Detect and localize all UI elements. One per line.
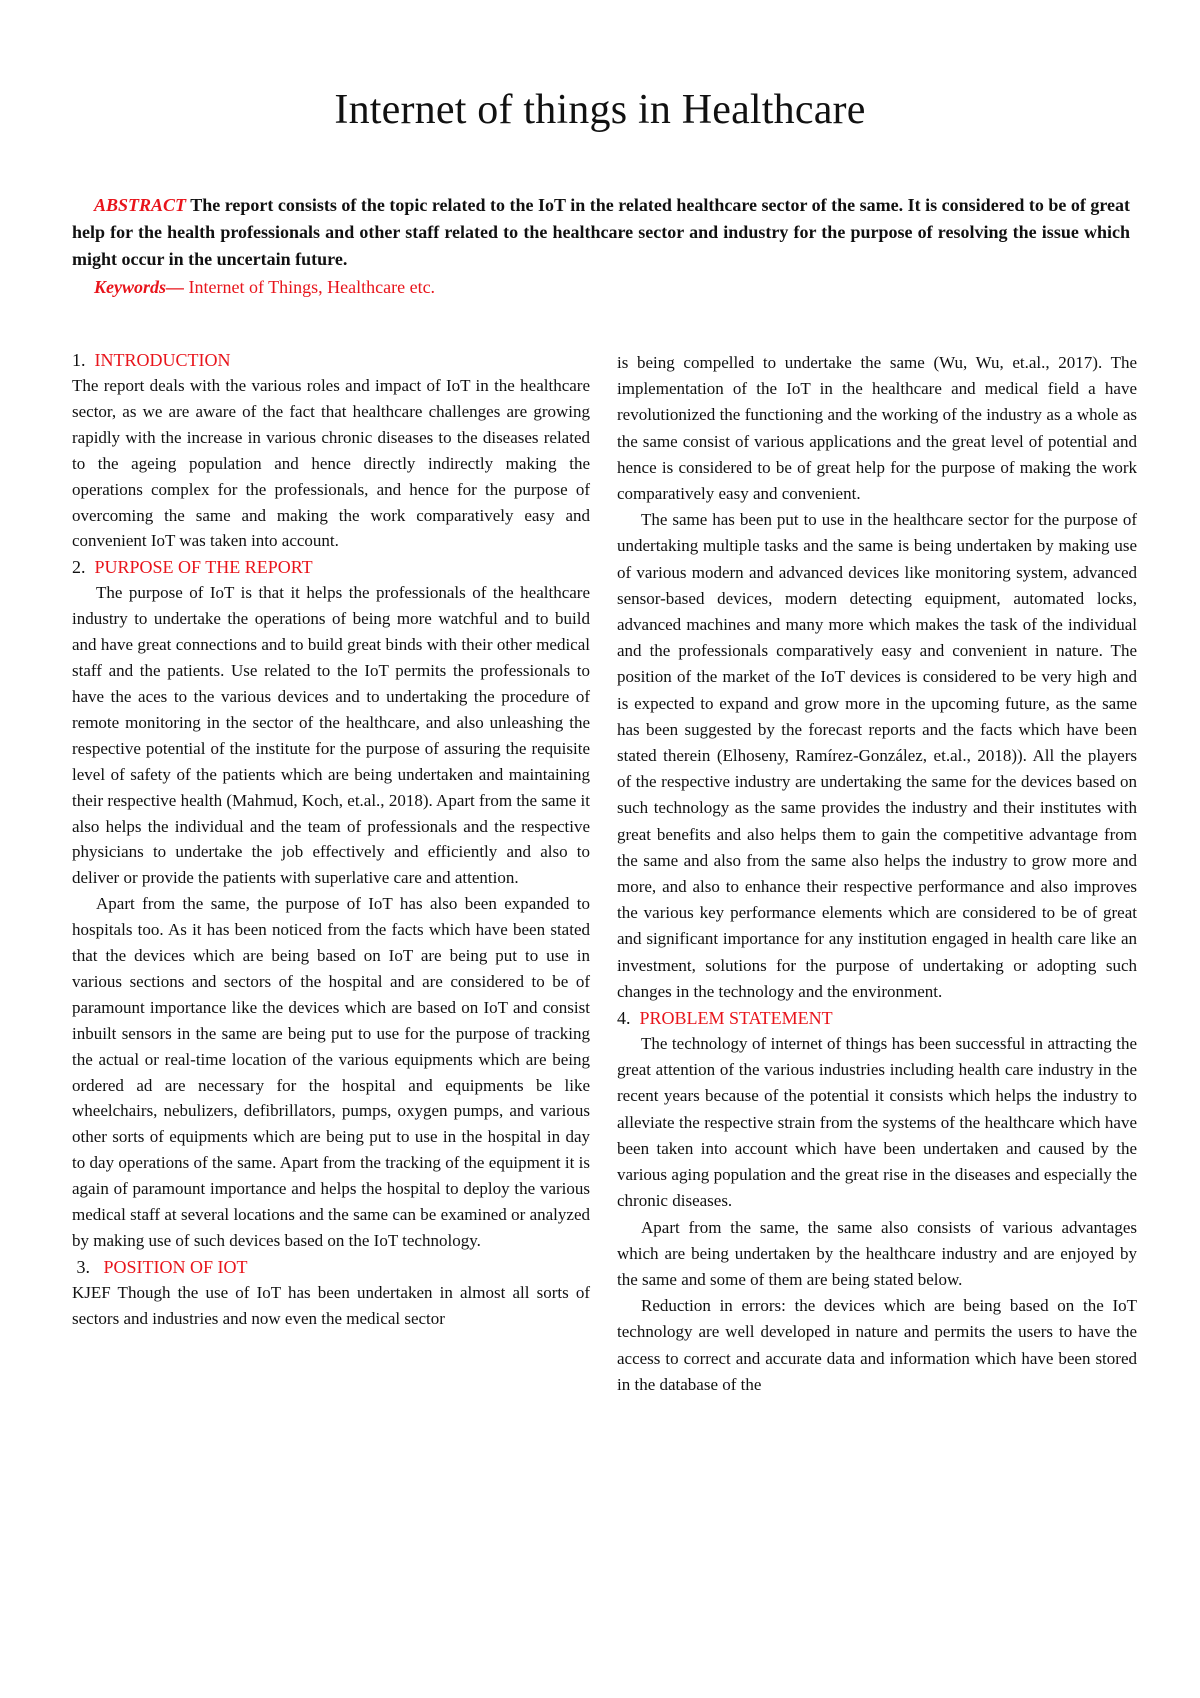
section-title: POSITION OF IOT [103,1256,248,1277]
paragraph: The report deals with the various roles and impact of IoT in the healthcare sector, as we are aware of the fact that healthcare challenges are growing rapidly with the increase in various chronic diseases to the diseases related to the ageing population and hence directly indirectly making the operations complex for the professionals, and hence for the purpose of overcoming the same and making the work comparatively easy and convenient IoT was taken into account. [72,376,590,551]
section-number: 1. [72,350,86,370]
section-title: INTRODUCTION [94,350,231,370]
paragraph: Apart from the same, the same also consists of various advantages which are being undertaken by the healthcare industry and are enjoyed by the same and some of them are being stated below. [617,1217,1137,1289]
section-heading-problem [617,1005,1137,1031]
section-heading-purpose [72,554,590,580]
paragraph: Apart from the same, the purpose of IoT has also been expanded to hospitals too. As it has been noticed from the facts which have been stated that the devices which are being based on IoT are being put to use in various sections and sectors of the hospital and are considered to be of paramount importance like the devices which are based on IoT and consist inbuilt sensors in the same are being put to use for the purpose of tracking the actual or real-time location of the various equipments which are being ordered ad are necessary for the hospital and equipments be like wheelchairs, nebulizers, defibrillators, pumps, oxygen pumps, and various other sorts of equipments which are being put to use in the hospital in day to day operations of the same. Apart from the tracking of the equipment it is again of paramount importance and helps the hospital to deploy the various medical staff at several locations and the same can be examined or analyzed by making use of such devices based on the IoT technology. [72,894,590,1250]
paragraph: KJEF Though the use of IoT has been undertaken in almost all sorts of sectors and industries and now even the medical sector [72,1282,590,1328]
section-number: 3. [76,1256,90,1277]
section-title: PURPOSE OF THE REPORT [94,557,313,578]
paragraph: The technology of internet of things has been successful in attracting the great attention of the various industries including health care industry in the recent years because of the potential it consists which helps the industry to alleviate the respective strain from the systems of the healthcare which have been taken into account which have been undertaken and caused by the various aging population and the great rise in the diseases and especially the chronic diseases. [617,1034,1137,1211]
keywords-label: Keywords— [94,277,184,297]
keywords [94,275,435,299]
right-column [617,350,1137,1398]
keywords-text: Internet of Things, Healthcare etc. [184,277,436,297]
abstract-text: The report consists of the topic related to the IoT in the related healthcare sector of the same. It is considered to be of great help for the health professionals and other staff related to the healthcare sector and industry for the purpose of resolving the issue which might occur in the uncertain future. [72,195,1130,269]
paragraph: The purpose of IoT is that it helps the professionals of the healthcare industry to undertake the operations of being more watchful and to build and have great connections and to build great binds with their other medical staff and the patients. Use related to the IoT permits the professionals to have the aces to the various devices and to undertaking the procedure of remote monitoring in the sector of the healthcare, and also unleashing the respective potential of the institute for the purpose of assuring the requisite level of safety of the patients which are being undertaken and maintaining their respective health (Mahmud, Koch, et.al., 2018). Apart from the same it also helps the individual and the team of professionals and the respective physicians to undertake the job effectively and efficiently and also to deliver or provide the patients with superlative care and attention. [72,583,590,888]
paragraph: The same has been put to use in the healthcare sector for the purpose of undertaking multiple tasks and the same is being undertaken by making use of various modern and advanced devices like monitoring system, advanced sensor-based devices, modern detecting equipment, automated locks, advanced machines and many more which makes the task of the individual and the professionals comparatively easy and convenient in nature. The position of the market of the IoT devices is considered to be very high and is expected to expand and grow more in the upcoming future, as the same has been suggested by the forecast reports and the facts which have been stated therein (Elhoseny, Ramírez-González, et.al., 2018)). All the players of the respective industry are undertaking the same for the devices based on such technology as the same provides the industry and their institutes with great benefits and also helps them to gain the competitive advantage from the same and also from the same also helps the industry to grow more and more, and also to enhance their respective performance and also improves the various key performance elements which are considered to be of great and significant importance for any institution engaged in health care like an investment, solutions for the purpose of undertaking or adopting such changes in the technology and the environment. [617,510,1137,1001]
section-heading-position [72,1254,590,1280]
abstract-label: ABSTRACT [94,195,187,215]
section-title: PROBLEM STATEMENT [639,1008,833,1029]
paper-title: Internet of things in Healthcare [334,87,866,133]
section-number: 2. [72,557,86,578]
section-number: 4. [617,1008,631,1029]
section-heading-introduction [72,347,590,373]
paragraph: is being compelled to undertake the same (Wu, Wu, et.al., 2017). The implementation of the IoT in the healthcare and medical field a have revolutionized the functioning and the working of the industry as a whole as the same consist of various applications and the great level of potential and hence is considered to be of great help for the purpose of making the work comparatively easy and convenient. [617,353,1137,504]
left-column [72,347,590,1332]
paragraph: Reduction in errors: the devices which are being based on the IoT technology are well developed in nature and permits the users to have the access to correct and accurate data and information which have been stored in the database of the [617,1296,1137,1394]
abstract [72,192,1130,273]
